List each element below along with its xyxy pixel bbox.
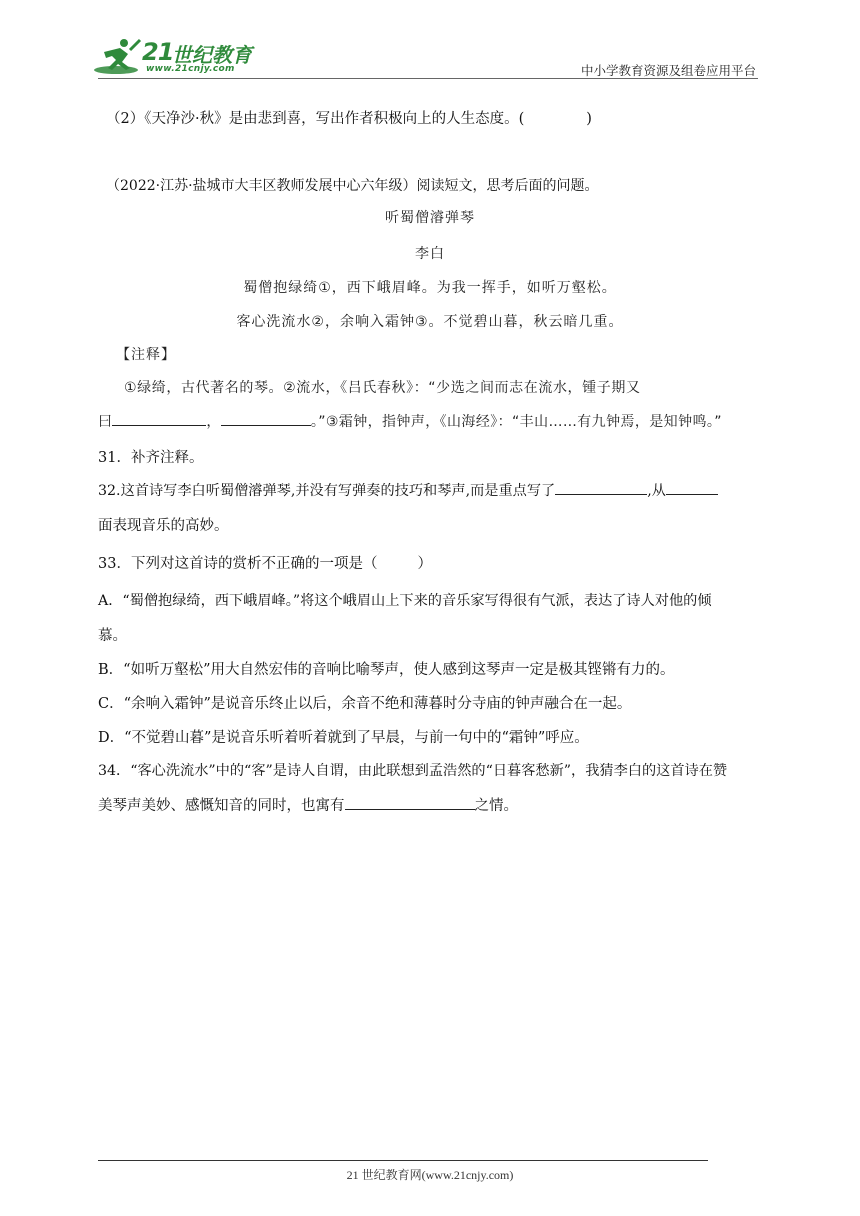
question-34-cont: 美琴声美妙、感慨知音的同时，也寓有 之情。 [98,794,518,815]
q34-blank[interactable] [345,795,475,811]
poem-title: 听蜀僧濬弹琴 [385,210,475,226]
q32-blank-1[interactable] [555,480,647,495]
footer-text: 21 世纪教育网(www.21cnjy.com) [346,1168,514,1182]
notes-blank-1[interactable] [112,411,206,426]
header-platform-text: 中小学教育资源及组卷应用平台 [580,63,756,78]
q32-blank-2[interactable] [666,480,718,495]
notes-line-2: 曰 ， 。”③霜钟，指钟声，《山海经》：“丰山……有九钟焉，是知钟鸣。” [98,411,722,431]
header-divider [98,78,758,79]
question-32: 32.这首诗写李白听蜀僧濬弹琴,并没有写弹奏的技巧和琴声,而是重点写了 ,从 [98,480,718,500]
notes-heading: 【注释】 [116,347,176,363]
option-b: B．“如听万壑松”用大自然宏伟的音响比喻琴声，使人感到这琴声一定是极其铿锵有力的。 [98,662,675,678]
poem-author: 李白 [415,246,445,262]
question-2: （2）《天净沙·秋》是由悲到喜，写出作者积极向上的人生态度。( ) [106,111,592,127]
question-31: 31．补齐注释。 [98,450,204,466]
footer-divider [98,1160,708,1161]
question-32-cont: 面表现音乐的高妙。 [98,518,229,534]
poem-line-1: 蜀僧抱绿绮①，西下峨眉峰。为我一挥手，如听万壑松。 [243,280,617,296]
question-34: 34．“客心洗流水”中的“客”是诗人自谓，由此联想到孟浩然的“日暮客愁新”，我猜李白的这首诗在赞 [98,763,728,779]
runner-logo-icon [94,36,144,78]
poem-line-2: 客心洗流水②，余响入霜钟③。不觉碧山暮，秋云暗几重。 [236,314,624,330]
logo-number: 21 [142,38,174,66]
logo-text: 世纪教育 [172,43,252,67]
site-logo [94,36,256,78]
option-a: A．“蜀僧抱绿绮，西下峨眉峰。”将这个峨眉山上下来的音乐家写得很有气派，表达了诗人对他的倾 [98,593,712,609]
logo-url: www.21cnjy.com [146,64,235,74]
option-d: D．“不觉碧山暮”是说音乐听着听着就到了早晨，与前一句中的“霜钟”呼应。 [98,730,589,746]
notes-blank-2[interactable] [221,411,311,426]
question-33: 33．下列对这首诗的赏析不正确的一项是（ ） [98,556,432,572]
option-a-cont: 慕。 [98,628,127,644]
reading-source: （2022·江苏·盐城市大丰区教师发展中心六年级）阅读短文，思考后面的问题。 [106,178,599,194]
notes-line-1: ①绿绮，古代著名的琴。②流水，《吕氏春秋》：“少选之间而志在流水，锺子期又 [124,380,641,396]
option-c: C．“余响入霜钟”是说音乐终止以后，余音不绝和薄暮时分寺庙的钟声融合在一起。 [98,696,632,712]
